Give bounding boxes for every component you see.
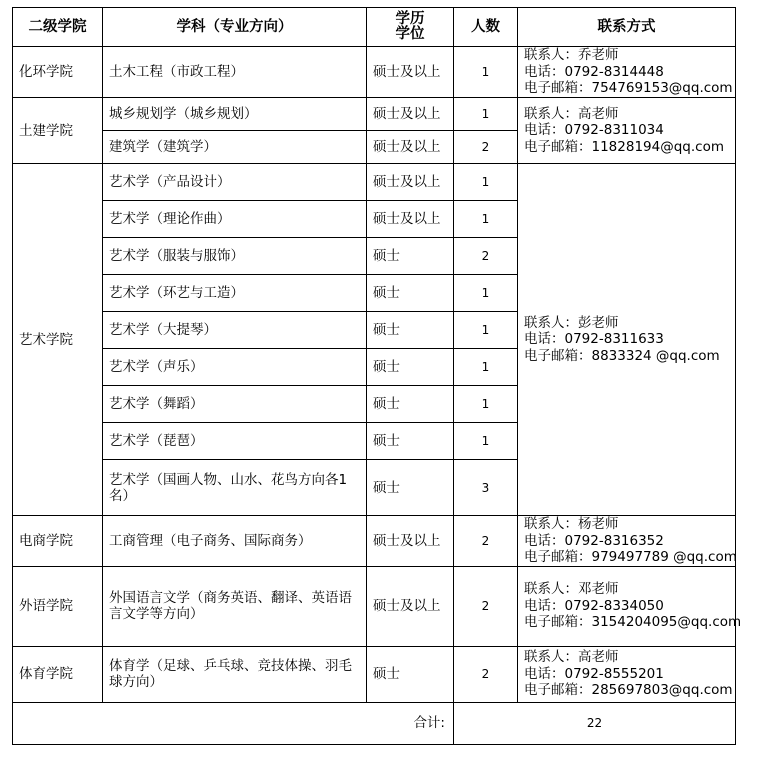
count-cell: 1 [454,47,518,98]
contact-phone-label: 电话： [524,331,565,348]
contact-email: 3154204095@qq.com [591,614,742,631]
table-row [13,98,736,131]
subject-cell: 建筑学（建筑学） [103,131,367,164]
degree-cell: 硕士 [367,238,454,275]
degree-cell: 硕士 [367,460,454,516]
contact-person: 杨老师 [578,516,619,532]
contact-person-label: 联系人： [524,516,578,532]
contact-email-label: 电子邮箱： [524,347,592,364]
degree-cell: 硕士及以上 [367,98,454,131]
degree-cell: 硕士及以上 [367,516,454,567]
subject-cell: 艺术学（舞蹈） [103,386,367,423]
degree-cell: 硕士及以上 [367,164,454,201]
contact-person-label: 联系人： [524,47,578,64]
contact-phone-label: 电话： [524,63,565,80]
count-cell: 1 [454,98,518,131]
count-cell: 2 [454,131,518,164]
subject-cell: 艺术学（声乐） [103,349,367,386]
subject-cell: 艺术学（服装与服饰） [103,238,367,275]
contact-email: 11828194@qq.com [591,138,724,155]
header-degree-line2: 学位 [395,26,425,42]
subject-cell: 工商管理（电子商务、国际商务） [103,516,367,567]
contact-email: 8833324 @qq.com [591,347,720,364]
college-name: 艺术学院 [13,164,103,516]
degree-cell: 硕士 [367,312,454,349]
count-cell: 2 [454,238,518,275]
college-name: 土建学院 [13,98,103,164]
degree-cell: 硕士 [367,646,454,702]
degree-cell: 硕士 [367,423,454,460]
count-cell: 1 [454,312,518,349]
contact-email: 979497789 @qq.com [591,549,737,565]
table-row [13,646,736,702]
count-cell: 2 [454,516,518,567]
header-count: 人数 [454,8,518,47]
contact-email-label: 电子邮箱： [524,80,592,97]
contact-cell [518,164,736,516]
contact-phone-label: 电话： [524,597,565,614]
subject-cell: 艺术学（产品设计） [103,164,367,201]
subject-cell: 艺术学（环艺与工造） [103,275,367,312]
total-value: 22 [454,702,736,744]
subject-cell: 城乡规划学（城乡规划） [103,98,367,131]
contact-person-label: 联系人： [524,314,578,331]
contact-cell [518,98,736,164]
total-label: 合计: [13,702,454,744]
college-name: 体育学院 [13,646,103,702]
subject-cell: 艺术学（理论作曲） [103,201,367,238]
degree-cell: 硕士 [367,275,454,312]
contact-cell [518,47,736,98]
contact-phone-label: 电话： [524,122,565,139]
contact-person-label: 联系人： [524,649,578,666]
count-cell: 1 [454,201,518,238]
contact-phone: 0792-8316352 [564,532,664,549]
contact-person: 彭老师 [578,314,619,331]
degree-cell: 硕士 [367,386,454,423]
table-row [13,47,736,98]
header-degree-line1: 学历 [395,11,425,27]
degree-cell: 硕士及以上 [367,47,454,98]
degree-cell: 硕士 [367,349,454,386]
contact-person-label: 联系人： [524,105,578,122]
contact-cell [518,516,736,567]
contact-phone: 0792-8311034 [564,122,664,139]
contact-person: 高老师 [578,649,619,666]
header-row [13,8,736,47]
subject-cell: 外国语言文学（商务英语、翻译、英语语言文学等方向） [103,566,367,646]
contact-person: 乔老师 [578,47,619,64]
total-row [13,702,736,744]
contact-email-label: 电子邮箱： [524,549,592,565]
count-cell: 1 [454,164,518,201]
header-college: 二级学院 [13,8,103,47]
count-cell: 1 [454,349,518,386]
header-subject: 学科（专业方向） [103,8,367,47]
count-cell: 2 [454,566,518,646]
subject-cell: 艺术学（国画人物、山水、花鸟方向各1名） [103,460,367,516]
contact-email-label: 电子邮箱： [524,614,592,631]
contact-cell [518,646,736,702]
contact-cell [518,566,742,646]
degree-cell: 硕士及以上 [367,566,454,646]
table-row [13,164,736,201]
header-degree [367,8,454,47]
contact-person: 邓老师 [578,581,619,598]
count-cell: 1 [454,423,518,460]
college-name: 化环学院 [13,47,103,98]
degree-cell: 硕士及以上 [367,131,454,164]
contact-email-label: 电子邮箱： [524,682,592,699]
contact-phone: 0792-8311633 [564,331,664,348]
contact-phone: 0792-8555201 [564,665,664,682]
count-cell: 1 [454,275,518,312]
recruitment-table [12,7,742,745]
subject-cell: 艺术学（大提琴） [103,312,367,349]
contact-email: 285697803@qq.com [591,682,733,699]
contact-email-label: 电子邮箱： [524,138,592,155]
subject-cell: 体育学（足球、乒乓球、竞技体操、羽毛球方向） [103,646,367,702]
count-cell: 3 [454,460,518,516]
table-row [13,516,736,567]
count-cell: 1 [454,386,518,423]
contact-phone: 0792-8314448 [564,63,664,80]
degree-cell: 硕士及以上 [367,201,454,238]
contact-phone-label: 电话： [524,665,565,682]
contact-person-label: 联系人： [524,581,578,598]
college-name: 外语学院 [13,566,103,646]
contact-email: 754769153@qq.com [591,80,733,97]
contact-person: 高老师 [578,105,619,122]
subject-cell: 艺术学（琵琶） [103,423,367,460]
contact-phone: 0792-8334050 [564,597,664,614]
college-name: 电商学院 [13,516,103,567]
contact-phone-label: 电话： [524,532,565,549]
count-cell: 2 [454,646,518,702]
header-contact: 联系方式 [518,8,736,47]
subject-cell: 土木工程（市政工程） [103,47,367,98]
table-row [13,566,736,646]
